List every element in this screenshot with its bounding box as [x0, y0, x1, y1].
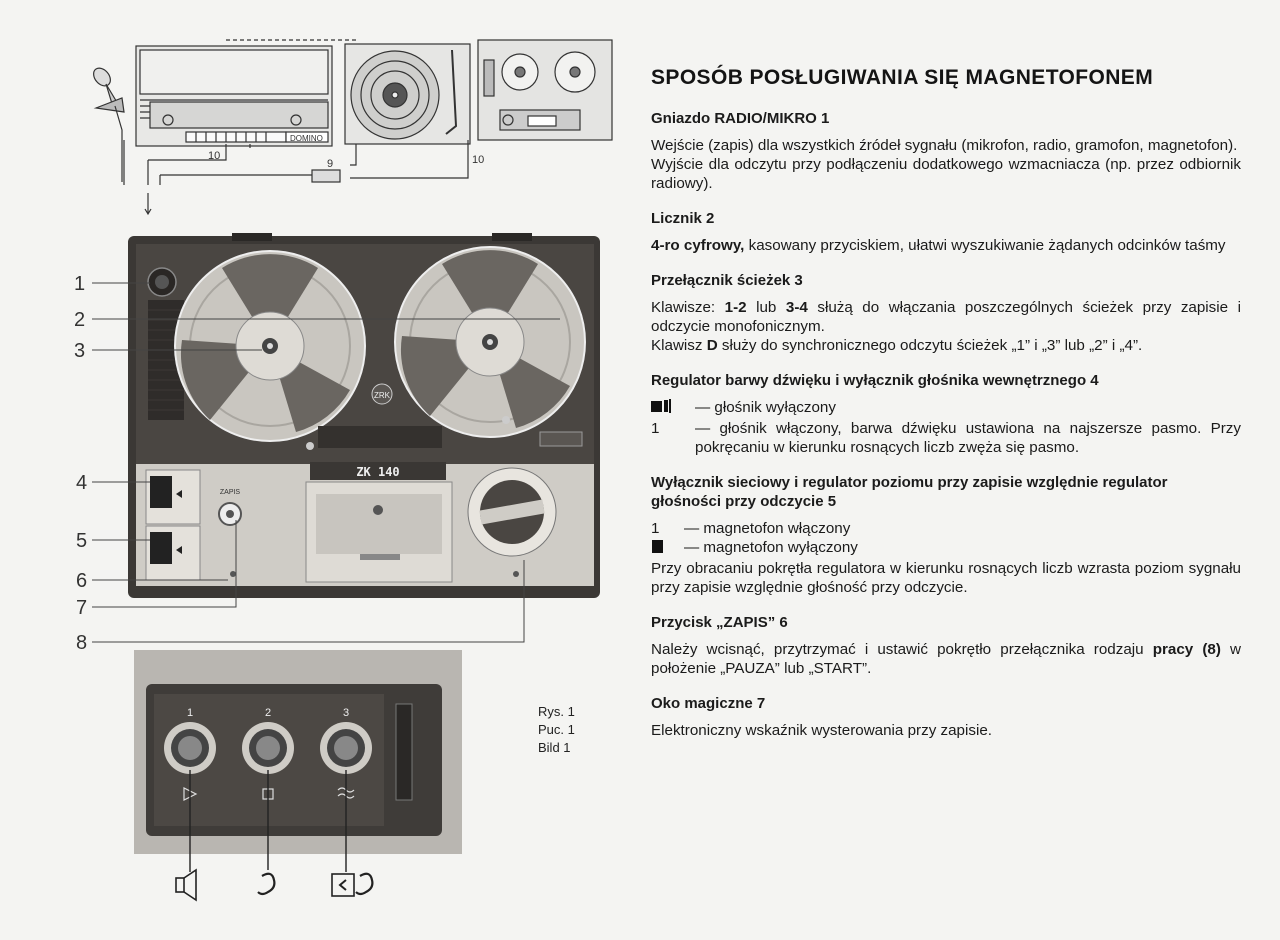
socket-1-number: 1 — [186, 707, 194, 719]
text-span: Klawisz — [651, 337, 707, 354]
main-recorder — [128, 233, 600, 598]
callout-2: 2 — [74, 309, 86, 331]
radio-brand: DOMINO — [290, 134, 323, 143]
bold-text: 4-ro cyfrowy, — [651, 237, 745, 254]
bold-text: 1-2 — [724, 299, 747, 316]
list-item-text: — magnetofon wyłączony — [684, 539, 858, 556]
paragraph — [651, 336, 1241, 355]
bold-text: D — [706, 337, 718, 354]
list-item-text: — głośnik włączony, barwa dźwięku ustawiona na najszersze pasmo. Przy pokręcaniu w kierunku rosnących liczb zwęża się pasmo. — [695, 420, 1241, 456]
label-9: 9 — [327, 158, 334, 170]
bold-text: pracy (8) — [1152, 641, 1221, 658]
text-span: Klawisze: — [651, 299, 725, 316]
paragraph: Przy obracaniu pokrętła regulatora w kierunku rosnących liczb wzrasta poziom sygnału przy zapisie względnie głośność przy odczycie. — [651, 560, 1241, 596]
paragraph — [651, 236, 1241, 255]
caption-line-3: Bild 1 — [538, 740, 571, 755]
section-heading: Przycisk „ZAPIS” 6 — [651, 614, 788, 631]
text-span: służą do włączania poszczególnych ścieżek przy zapisie i odczycie monofonicznym. — [651, 299, 1241, 335]
text-span: Należy wcisnąć, przytrzymać i ustawić pokrętło przełącznika rodzaju — [651, 641, 1153, 658]
speaker-off-icon — [651, 398, 695, 419]
label-10a: 10 — [208, 150, 221, 162]
section-heading: Oko magiczne 7 — [651, 695, 766, 712]
list-item — [651, 538, 1241, 559]
zapis-label: ZAPIS — [219, 489, 241, 496]
section-heading: Licznik 2 — [651, 210, 715, 227]
figure-caption — [538, 703, 575, 757]
section-regulator-barwy — [651, 371, 1241, 457]
text-span: służy do synchronicznego odczytu ścieżek „1” i „3” lub „2” i „4”. — [717, 337, 1143, 354]
text-span: w położenie „PAUZA” lub „START”. — [651, 641, 1242, 677]
svg-text:ZRK: ZRK — [374, 391, 390, 400]
connection-diagram — [90, 40, 612, 214]
page-title: SPOSÓB POSŁUGIWANIA SIĘ MAGNETOFONEM — [651, 66, 1154, 89]
speaker-icon — [176, 870, 196, 900]
section-gniazdo — [651, 109, 1241, 193]
turntable-device — [345, 44, 470, 144]
right-reel — [395, 247, 585, 437]
paragraph: Wejście (zapis) dla wszystkich źródeł sygnału (mikrofon, radio, gramofon, magnetofon). — [651, 137, 1238, 154]
list-item — [651, 519, 1241, 538]
filled-square-icon — [651, 538, 684, 559]
paragraph — [651, 298, 1241, 336]
tape-ear-icon — [332, 874, 372, 896]
section-oko — [651, 694, 1241, 740]
radio-device — [136, 40, 358, 146]
section-przelacznik — [651, 271, 1241, 355]
left-reel — [175, 251, 365, 441]
callout-4: 4 — [76, 472, 88, 494]
list-item-text: — głośnik wyłączony — [695, 399, 836, 416]
sockets-panel — [134, 650, 462, 854]
callout-7: 7 — [76, 597, 88, 619]
section-zapis — [651, 613, 1241, 678]
section-heading: Wyłącznik sieciowy i regulator poziomu przy zapisie względnie regulator głośności przy odczycie 5 — [651, 474, 1168, 510]
list-item-key: 1 — [651, 420, 660, 437]
section-heading: Przełącznik ścieżek 3 — [651, 272, 803, 289]
paragraph — [651, 640, 1241, 678]
instructions-column — [651, 68, 1241, 756]
section-wylacznik — [651, 473, 1241, 597]
caption-line-2: Puc. 1 — [538, 722, 575, 737]
label-10b: 10 — [472, 154, 485, 166]
socket-2-number: 2 — [264, 707, 272, 719]
small-recorder-device — [478, 40, 612, 140]
model-label: ZK 140 — [356, 465, 400, 479]
bold-text: 3-4 — [785, 299, 808, 316]
section-heading: Gniazdo RADIO/MIKRO 1 — [651, 110, 830, 127]
paragraph: Wyjście dla odczytu przy podłączeniu dodatkowego wzmacniacza (np. przez odbiornik radiowy). — [651, 156, 1241, 192]
socket-3-number: 3 — [342, 707, 350, 719]
caption-line-1: Rys. 1 — [538, 704, 575, 719]
list-item-text: — magnetofon włączony — [684, 520, 851, 537]
callout-6: 6 — [76, 570, 88, 592]
section-heading: Regulator barwy dźwięku i wyłącznik głośnika wewnętrznego 4 — [651, 372, 1099, 389]
list-item — [651, 419, 1241, 457]
list-item-key: 1 — [651, 520, 660, 537]
list-item — [651, 398, 1241, 419]
text-span: lub — [746, 299, 786, 316]
callout-8: 8 — [76, 632, 88, 654]
section-licznik — [651, 209, 1241, 255]
callout-5: 5 — [76, 530, 88, 552]
microphone-icon — [90, 65, 124, 182]
paragraph: Elektroniczny wskaźnik wysterowania przy zapisie. — [651, 722, 992, 739]
callout-1: 1 — [74, 273, 86, 295]
text-span: kasowany przyciskiem, ułatwi wyszukiwanie żądanych odcinków taśmy — [744, 237, 1226, 254]
ear-icon — [258, 874, 274, 894]
callout-3: 3 — [74, 340, 86, 362]
